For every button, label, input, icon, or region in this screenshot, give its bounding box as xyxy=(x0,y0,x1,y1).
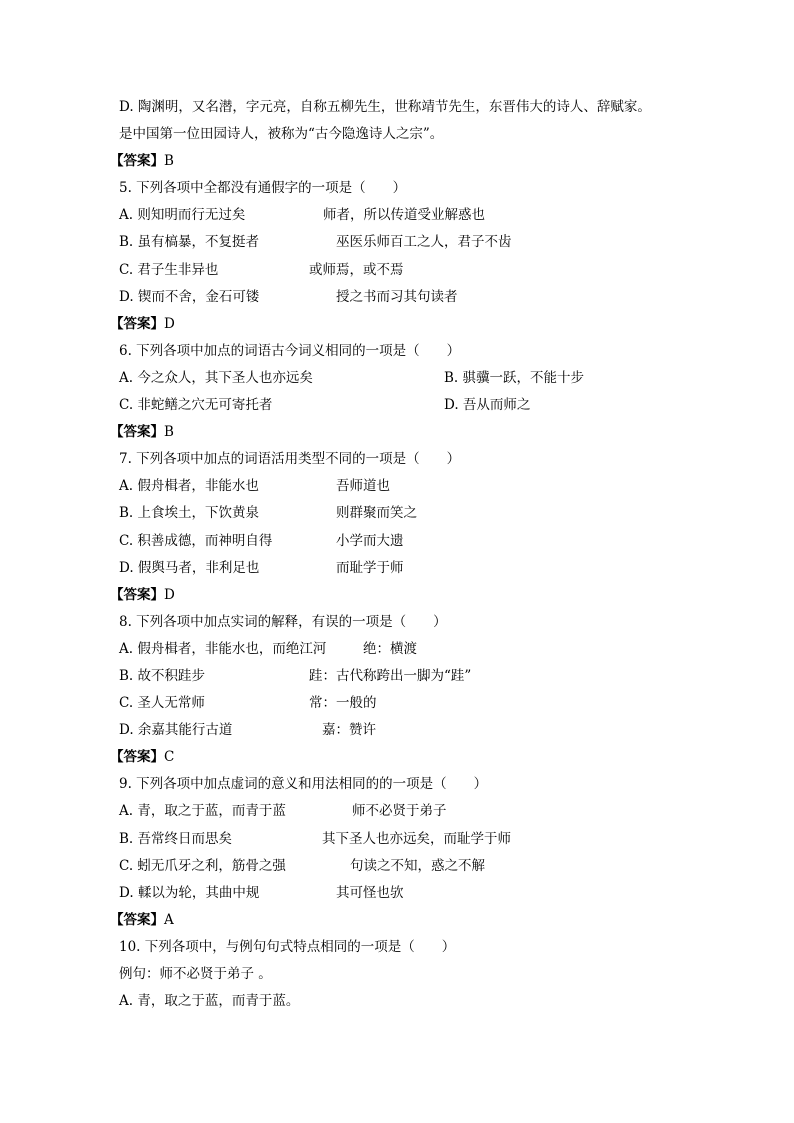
option-row xyxy=(119,826,739,853)
option-row xyxy=(119,500,739,527)
option-left: C. 蚓无爪牙之利，筋骨之强 xyxy=(119,857,286,874)
option-left: D. 輮以为轮，其曲中规 xyxy=(119,884,260,901)
option-row xyxy=(119,202,739,229)
option-right: D. 吾从而师之 xyxy=(444,397,531,414)
answer-label: 【答案】 xyxy=(110,315,164,332)
answer-label: 【答案】 xyxy=(110,153,164,170)
option-right: 句读之不知，惑之不解 xyxy=(350,857,485,874)
option-right: 绝：横渡 xyxy=(363,640,417,657)
option-row xyxy=(119,555,739,582)
option-right: 巫医乐师百工之人，君子不齿 xyxy=(336,234,512,251)
question-stem: 10. 下列各项中，与例句句式特点相同的一项是（ ） xyxy=(119,938,456,955)
option-left: C. 积善成德，而神明自得 xyxy=(119,532,273,549)
option-left: C. 君子生非异也 xyxy=(119,261,219,278)
question-stem: 5. 下列各项中全都没有通假字的一项是（ ） xyxy=(119,180,407,197)
option-row xyxy=(119,365,739,392)
option-row xyxy=(119,636,739,663)
option-row xyxy=(119,473,739,500)
question-stem: 6. 下列各项中加点的词语古今词义相同的一项是（ ） xyxy=(119,342,461,359)
option-right: 授之书而习其句读者 xyxy=(336,288,458,305)
option-right: 小学而大遗 xyxy=(336,532,404,549)
answer-line xyxy=(110,744,739,771)
option-right: 吾师道也 xyxy=(336,478,390,495)
option-right: B. 骐骥一跃，不能十步 xyxy=(444,369,585,386)
option-row xyxy=(119,717,739,744)
option-row xyxy=(119,663,739,690)
option-row xyxy=(119,257,739,284)
answer-value: B xyxy=(164,153,174,170)
answer-line xyxy=(110,419,739,446)
option-row xyxy=(119,853,739,880)
answer-line xyxy=(110,907,739,934)
option-left: C. 非蛇鳝之穴无可寄托者 xyxy=(119,397,273,414)
intro-line-2: 是中国第一位田园诗人，被称为“古今隐逸诗人之宗”。 xyxy=(119,126,444,143)
question-stem: 7. 下列各项中加点的词语活用类型不同的一项是（ ） xyxy=(119,451,461,468)
answer-value: D xyxy=(164,586,175,603)
answer-label: 【答案】 xyxy=(110,424,164,441)
option-row xyxy=(119,880,739,907)
option-left: A. 假舟楫者，非能水也 xyxy=(119,478,259,495)
answer-value: A xyxy=(164,911,174,928)
option-right: 跬：古代称跨出一脚为“跬” xyxy=(309,667,472,684)
option-left: B. 上食埃土，下饮黄泉 xyxy=(119,505,260,522)
answer-value: C xyxy=(164,749,175,766)
option-left: C. 圣人无常师 xyxy=(119,695,205,712)
option-left: B. 故不积跬步 xyxy=(119,667,206,684)
option-left: A. 今之众人，其下圣人也亦远矣 xyxy=(119,369,313,386)
option-right: 而耻学于师 xyxy=(336,559,404,576)
example-sentence: 例句：师不必贤于弟子 。 xyxy=(119,966,272,982)
option-left: D. 假舆马者，非利足也 xyxy=(119,559,260,576)
question-stem: 8. 下列各项中加点实词的解释，有误的一项是（ ） xyxy=(119,613,447,630)
option-left: D. 余嘉其能行古道 xyxy=(119,722,233,739)
option-row xyxy=(119,229,739,256)
option-row xyxy=(119,798,739,825)
answer-label: 【答案】 xyxy=(110,911,164,928)
option-left: B. 虽有槁暴，不复挺者 xyxy=(119,234,260,251)
option-right: 其下圣人也亦远矣，而耻学于师 xyxy=(322,830,511,847)
option-right: 其可怪也欤 xyxy=(336,884,404,901)
document-page xyxy=(110,94,739,1015)
answer-label: 【答案】 xyxy=(110,749,164,766)
option-row xyxy=(119,690,739,717)
option-right: 则群聚而笑之 xyxy=(336,505,417,522)
answer-value: D xyxy=(164,315,175,332)
option-row xyxy=(119,284,739,311)
option-left: A. 假舟楫者，非能水也，而绝江河 xyxy=(119,640,327,657)
answer-value: B xyxy=(164,424,174,441)
option-right: 或师焉，或不焉 xyxy=(309,261,404,278)
option-row: A. 青，取之于蓝，而青于蓝。 xyxy=(119,993,300,1010)
option-left: D. 锲而不舍，金石可镂 xyxy=(119,288,260,305)
option-left: A. 青，取之于蓝，而青于蓝 xyxy=(119,803,286,820)
answer-line xyxy=(110,311,739,338)
intro-line-1: D. 陶渊明，又名潜，字元亮，自称五柳先生，世称靖节先生，东晋伟大的诗人、辞赋家。 xyxy=(119,99,651,115)
answer-line xyxy=(110,148,739,175)
option-right: 嘉：赞许 xyxy=(322,722,376,739)
option-left: B. 吾常终日而思矣 xyxy=(119,830,233,847)
option-row xyxy=(119,392,739,419)
option-row xyxy=(119,528,739,555)
option-right: 师不必贤于弟子 xyxy=(352,803,447,820)
question-stem: 9. 下列各项中加点虚词的意义和用法相同的的一项是（ ） xyxy=(119,776,488,793)
option-left: A. 则知明而行无过矣 xyxy=(119,207,246,224)
answer-line xyxy=(110,582,739,609)
option-right: 师者，所以传道受业解惑也 xyxy=(323,207,485,224)
option-right: 常：一般的 xyxy=(309,695,377,712)
answer-label: 【答案】 xyxy=(110,586,164,603)
